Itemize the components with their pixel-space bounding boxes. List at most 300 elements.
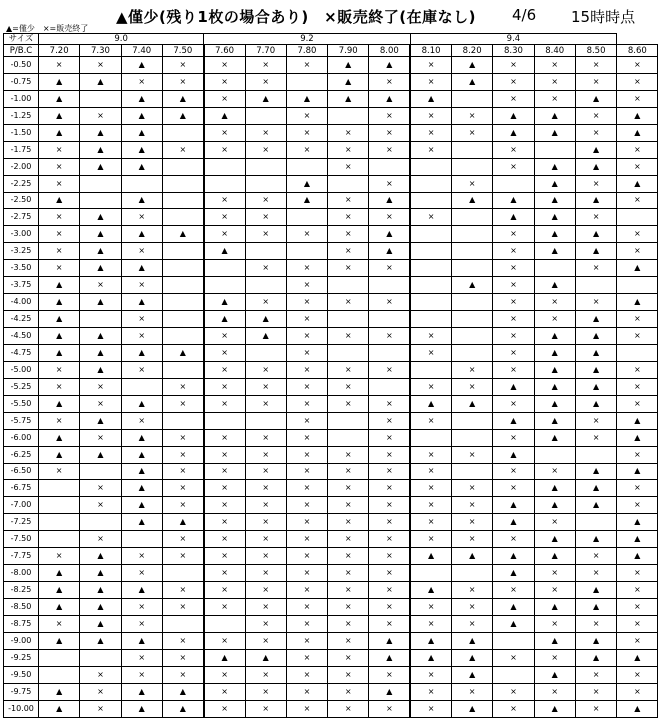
stock-cell: ▲	[39, 700, 80, 717]
stock-cell	[369, 158, 410, 175]
stock-cell: ×	[617, 141, 658, 158]
stock-cell: ×	[493, 582, 534, 599]
stock-cell: ▲	[80, 599, 121, 616]
stock-cell: ×	[39, 548, 80, 565]
stock-cell	[245, 344, 286, 361]
stock-cell	[452, 141, 493, 158]
table-row	[4, 480, 658, 497]
stock-cell: ×	[369, 209, 410, 226]
power-cell: -6.00	[4, 429, 39, 446]
stock-cell: ×	[286, 226, 327, 243]
stock-cell	[410, 294, 451, 311]
stock-cell: ▲	[493, 192, 534, 209]
stock-cell: ×	[617, 582, 658, 599]
stock-cell: ×	[575, 107, 616, 124]
stock-cell: ×	[328, 531, 369, 548]
stock-cell: ×	[286, 480, 327, 497]
power-cell: -9.25	[4, 649, 39, 666]
stock-cell	[410, 158, 451, 175]
stock-cell: ×	[162, 395, 203, 412]
size-label-cell: サイズ	[4, 34, 39, 45]
stock-cell	[452, 90, 493, 107]
bc-header-cell: 8.00	[369, 45, 410, 57]
stock-cell: ×	[493, 243, 534, 260]
stock-cell: ×	[286, 599, 327, 616]
stock-cell: ×	[452, 615, 493, 632]
stock-cell: ▲	[575, 226, 616, 243]
stock-cell: ×	[204, 548, 245, 565]
stock-cell: ×	[121, 209, 162, 226]
stock-cell: ×	[286, 260, 327, 277]
power-cell: -5.75	[4, 412, 39, 429]
stock-cell: ×	[162, 548, 203, 565]
stock-cell: ▲	[121, 158, 162, 175]
stock-cell: ×	[493, 57, 534, 74]
stock-cell: ×	[617, 73, 658, 90]
stock-cell	[452, 294, 493, 311]
stock-cell: ▲	[369, 632, 410, 649]
stock-cell: ▲	[452, 700, 493, 717]
stock-cell: ×	[204, 632, 245, 649]
stock-cell: ×	[369, 361, 410, 378]
stock-cell: ▲	[493, 107, 534, 124]
table-row	[4, 277, 658, 294]
stock-cell: ×	[121, 277, 162, 294]
stock-cell: ▲	[493, 514, 534, 531]
table-row	[4, 649, 658, 666]
stock-cell: ×	[162, 480, 203, 497]
stock-cell: ×	[39, 412, 80, 429]
stock-cell	[204, 158, 245, 175]
stock-cell: ×	[575, 175, 616, 192]
stock-cell: ×	[328, 243, 369, 260]
stock-cell: ×	[534, 615, 575, 632]
stock-cell	[80, 90, 121, 107]
stock-cell: ×	[493, 141, 534, 158]
stock-cell	[452, 243, 493, 260]
stock-cell: ×	[452, 531, 493, 548]
stock-cell: ×	[286, 395, 327, 412]
stock-cell: ×	[80, 378, 121, 395]
stock-cell: ×	[410, 683, 451, 700]
stock-cell: ▲	[493, 497, 534, 514]
stock-cell: ▲	[39, 328, 80, 345]
stock-cell: ▲	[39, 429, 80, 446]
stock-cell: ×	[162, 57, 203, 74]
stock-cell: ▲	[204, 294, 245, 311]
stock-cell: ×	[328, 649, 369, 666]
stock-cell: ▲	[39, 632, 80, 649]
stock-cell	[121, 175, 162, 192]
stock-cell: ▲	[121, 344, 162, 361]
power-cell: -2.25	[4, 175, 39, 192]
stock-cell: ×	[369, 531, 410, 548]
stock-cell: ▲	[162, 107, 203, 124]
stock-cell: ×	[493, 328, 534, 345]
stock-cell	[410, 429, 451, 446]
table-row	[4, 666, 658, 683]
stock-cell: ×	[617, 378, 658, 395]
stock-cell: ×	[410, 514, 451, 531]
stock-cell: ×	[617, 446, 658, 463]
stock-cell: ×	[39, 175, 80, 192]
stock-cell: ▲	[204, 649, 245, 666]
stock-cell: ×	[328, 683, 369, 700]
stock-cell	[162, 361, 203, 378]
stock-cell: ▲	[39, 565, 80, 582]
stock-cell: ▲	[121, 90, 162, 107]
stock-cell	[575, 514, 616, 531]
stock-cell: ×	[80, 700, 121, 717]
stock-cell: ×	[328, 124, 369, 141]
stock-cell: ×	[410, 124, 451, 141]
stock-cell: ×	[452, 175, 493, 192]
stock-cell: ×	[204, 57, 245, 74]
stock-cell: ▲	[121, 497, 162, 514]
stock-cell: ×	[162, 582, 203, 599]
stock-cell: ▲	[121, 107, 162, 124]
stock-cell: ×	[204, 141, 245, 158]
stock-cell: ×	[121, 666, 162, 683]
stock-cell: ×	[493, 700, 534, 717]
stock-cell: ×	[493, 311, 534, 328]
stock-cell: ×	[617, 311, 658, 328]
stock-cell: ×	[245, 226, 286, 243]
size-header-row	[4, 34, 658, 45]
stock-cell: ×	[286, 124, 327, 141]
stock-cell: ×	[204, 328, 245, 345]
stock-cell: ×	[286, 632, 327, 649]
stock-cell: ×	[162, 599, 203, 616]
table-row	[4, 446, 658, 463]
power-cell: -5.00	[4, 361, 39, 378]
stock-cell: ▲	[410, 548, 451, 565]
stock-cell	[80, 175, 121, 192]
stock-cell: ▲	[575, 141, 616, 158]
stock-cell: ×	[121, 649, 162, 666]
bc-header-cell: 7.90	[328, 45, 369, 57]
stock-cell: ▲	[452, 277, 493, 294]
stock-cell: ▲	[80, 615, 121, 632]
stock-cell: ×	[410, 599, 451, 616]
power-cell: -4.00	[4, 294, 39, 311]
stock-cell: ×	[575, 294, 616, 311]
stock-cell: ×	[286, 361, 327, 378]
stock-cell: ▲	[575, 480, 616, 497]
bc-header-cell: 8.50	[575, 45, 616, 57]
stock-cell	[452, 412, 493, 429]
stock-cell: ×	[204, 124, 245, 141]
stock-cell: ×	[575, 73, 616, 90]
power-cell: -4.75	[4, 344, 39, 361]
table-row	[4, 192, 658, 209]
stock-cell	[617, 344, 658, 361]
stock-cell: ▲	[39, 90, 80, 107]
bc-header-cell: 8.20	[452, 45, 493, 57]
stock-cell: ▲	[575, 361, 616, 378]
stock-cell: ▲	[534, 378, 575, 395]
stock-cell: ×	[204, 700, 245, 717]
stock-cell: ×	[410, 57, 451, 74]
stock-cell	[328, 429, 369, 446]
stock-cell: ▲	[534, 497, 575, 514]
stock-cell	[162, 158, 203, 175]
stock-cell: ×	[410, 328, 451, 345]
stock-cell	[39, 497, 80, 514]
stock-cell: ×	[39, 361, 80, 378]
power-cell: -2.50	[4, 192, 39, 209]
stock-cell: ×	[452, 480, 493, 497]
power-cell: -8.50	[4, 599, 39, 616]
stock-cell: ▲	[121, 192, 162, 209]
stock-cell: ×	[452, 599, 493, 616]
stock-cell: ×	[410, 666, 451, 683]
stock-cell: ×	[328, 209, 369, 226]
stock-cell: ▲	[121, 294, 162, 311]
stock-cell: ×	[493, 260, 534, 277]
table-row	[4, 683, 658, 700]
stock-cell: ▲	[575, 599, 616, 616]
stock-cell: ▲	[617, 649, 658, 666]
stock-cell: ▲	[534, 192, 575, 209]
bc-header-row	[4, 45, 658, 57]
stock-cell: ×	[286, 531, 327, 548]
power-cell: -2.75	[4, 209, 39, 226]
stock-cell: ×	[575, 565, 616, 582]
stock-cell: ×	[328, 480, 369, 497]
stock-cell	[369, 277, 410, 294]
stock-cell: ▲	[39, 277, 80, 294]
table-row	[4, 73, 658, 90]
stock-cell	[452, 328, 493, 345]
stock-cell: ▲	[80, 209, 121, 226]
stock-cell: ×	[369, 328, 410, 345]
stock-cell: ▲	[121, 514, 162, 531]
stock-cell: ×	[162, 666, 203, 683]
stock-cell	[204, 260, 245, 277]
stock-cell: ▲	[80, 361, 121, 378]
stock-cell: ×	[328, 514, 369, 531]
stock-cell: ▲	[493, 548, 534, 565]
power-cell: -1.25	[4, 107, 39, 124]
stock-cell: ▲	[39, 294, 80, 311]
stock-cell: ×	[286, 107, 327, 124]
stock-cell: ▲	[534, 480, 575, 497]
stock-cell	[452, 158, 493, 175]
stock-cell	[245, 277, 286, 294]
stock-cell: ×	[575, 209, 616, 226]
bc-header-cell: 7.20	[39, 45, 80, 57]
stock-cell: ×	[80, 531, 121, 548]
bc-header-cell: 7.60	[204, 45, 245, 57]
power-cell: -9.00	[4, 632, 39, 649]
stock-cell	[410, 260, 451, 277]
power-cell: -7.25	[4, 514, 39, 531]
stock-cell: ×	[493, 90, 534, 107]
stock-cell: ×	[452, 361, 493, 378]
stock-cell: ▲	[493, 565, 534, 582]
stock-cell	[452, 226, 493, 243]
table-row	[4, 395, 658, 412]
stock-cell: ×	[80, 429, 121, 446]
stock-cell: ×	[410, 412, 451, 429]
stock-cell: ×	[410, 615, 451, 632]
stock-cell: ×	[245, 294, 286, 311]
stock-cell: ×	[204, 480, 245, 497]
stock-cell: ▲	[534, 361, 575, 378]
stock-cell: ×	[204, 531, 245, 548]
stock-cell: ▲	[80, 412, 121, 429]
stock-cell	[162, 192, 203, 209]
stock-cell: ▲	[121, 395, 162, 412]
stock-cell: ×	[369, 497, 410, 514]
stock-cell	[162, 565, 203, 582]
stock-cell: ▲	[121, 57, 162, 74]
stock-cell: ×	[245, 599, 286, 616]
stock-cell: ▲	[80, 328, 121, 345]
stock-cell	[162, 277, 203, 294]
stock-cell: ×	[410, 531, 451, 548]
stock-cell: ▲	[162, 700, 203, 717]
power-cell: -0.75	[4, 73, 39, 90]
stock-cell	[328, 344, 369, 361]
stock-cell: ×	[617, 243, 658, 260]
stock-cell: ▲	[121, 141, 162, 158]
stock-cell: ▲	[204, 243, 245, 260]
stock-cell: ×	[328, 294, 369, 311]
stock-cell: ▲	[534, 412, 575, 429]
stock-cell: ×	[493, 361, 534, 378]
stock-cell: ×	[80, 395, 121, 412]
stock-cell: ×	[410, 480, 451, 497]
stock-cell: ▲	[410, 649, 451, 666]
stock-cell: ▲	[369, 226, 410, 243]
table-row	[4, 158, 658, 175]
stock-cell: ▲	[80, 565, 121, 582]
stock-cell	[328, 412, 369, 429]
stock-cell: ×	[39, 209, 80, 226]
stock-cell: ×	[534, 683, 575, 700]
stock-cell: ×	[452, 497, 493, 514]
table-row	[4, 378, 658, 395]
stock-cell: ×	[328, 582, 369, 599]
stock-cell: ×	[534, 649, 575, 666]
stock-cell: ▲	[80, 294, 121, 311]
stock-cell: ▲	[80, 141, 121, 158]
power-cell: -1.00	[4, 90, 39, 107]
stock-cell: ×	[286, 497, 327, 514]
stock-cell: ▲	[617, 124, 658, 141]
stock-cell	[452, 311, 493, 328]
table-row	[4, 226, 658, 243]
stock-cell: ▲	[617, 548, 658, 565]
stock-cell: ×	[410, 107, 451, 124]
stock-cell: ×	[452, 582, 493, 599]
stock-cell: ×	[204, 565, 245, 582]
stock-cell: ▲	[39, 582, 80, 599]
stock-cell: ×	[410, 446, 451, 463]
stock-cell	[162, 615, 203, 632]
stock-cell: ×	[286, 277, 327, 294]
stock-cell: ×	[369, 412, 410, 429]
stock-cell: ×	[39, 378, 80, 395]
stock-cell: ▲	[121, 429, 162, 446]
stock-cell: ×	[452, 378, 493, 395]
stock-cell	[204, 615, 245, 632]
stock-cell: ×	[534, 90, 575, 107]
table-row	[4, 90, 658, 107]
stock-cell	[452, 429, 493, 446]
stock-cell: ×	[121, 412, 162, 429]
stock-cell: ×	[286, 463, 327, 480]
table-row	[4, 243, 658, 260]
power-cell: -3.25	[4, 243, 39, 260]
power-cell: -5.25	[4, 378, 39, 395]
stock-cell: ▲	[617, 700, 658, 717]
stock-cell: ×	[369, 73, 410, 90]
stock-cell	[204, 412, 245, 429]
stock-cell: ▲	[39, 599, 80, 616]
stock-cell: ▲	[162, 683, 203, 700]
stock-cell: ▲	[534, 599, 575, 616]
stock-cell: ×	[410, 700, 451, 717]
stock-cell: ×	[204, 361, 245, 378]
stock-cell: ×	[245, 683, 286, 700]
bc-header-cell: 8.30	[493, 45, 534, 57]
stock-cell	[162, 175, 203, 192]
stock-cell	[575, 277, 616, 294]
power-cell: -3.75	[4, 277, 39, 294]
stock-cell: ▲	[575, 649, 616, 666]
stock-cell: ×	[39, 141, 80, 158]
stock-cell: ×	[204, 514, 245, 531]
stock-cell: ×	[328, 141, 369, 158]
stock-cell: ×	[121, 615, 162, 632]
stock-cell: ×	[534, 582, 575, 599]
stock-cell	[328, 277, 369, 294]
stock-cell: ×	[162, 649, 203, 666]
stock-cell: ×	[286, 311, 327, 328]
page-title: ▲僅少(残り1枚の場合あり) ×販売終了(在庫なし)	[116, 8, 476, 26]
stock-cell: ×	[204, 378, 245, 395]
stock-cell: ×	[617, 480, 658, 497]
table-row	[4, 531, 658, 548]
stock-cell: ×	[369, 395, 410, 412]
stock-cell: ▲	[534, 209, 575, 226]
stock-cell: ×	[162, 446, 203, 463]
stock-cell: ×	[617, 328, 658, 345]
table-row	[4, 582, 658, 599]
inventory-table	[3, 33, 658, 718]
stock-cell: ▲	[493, 209, 534, 226]
stock-cell	[39, 649, 80, 666]
stock-cell: ×	[121, 548, 162, 565]
stock-cell: ▲	[121, 632, 162, 649]
status-time: 15時時点	[571, 8, 636, 26]
table-row	[4, 311, 658, 328]
power-cell: -5.50	[4, 395, 39, 412]
stock-cell	[617, 209, 658, 226]
stock-cell: ×	[162, 497, 203, 514]
stock-cell	[410, 243, 451, 260]
stock-cell: ▲	[162, 344, 203, 361]
stock-cell: ▲	[617, 429, 658, 446]
stock-cell: ×	[617, 361, 658, 378]
stock-cell	[452, 260, 493, 277]
stock-cell: ▲	[493, 124, 534, 141]
stock-cell: ▲	[369, 683, 410, 700]
stock-cell: ▲	[575, 582, 616, 599]
